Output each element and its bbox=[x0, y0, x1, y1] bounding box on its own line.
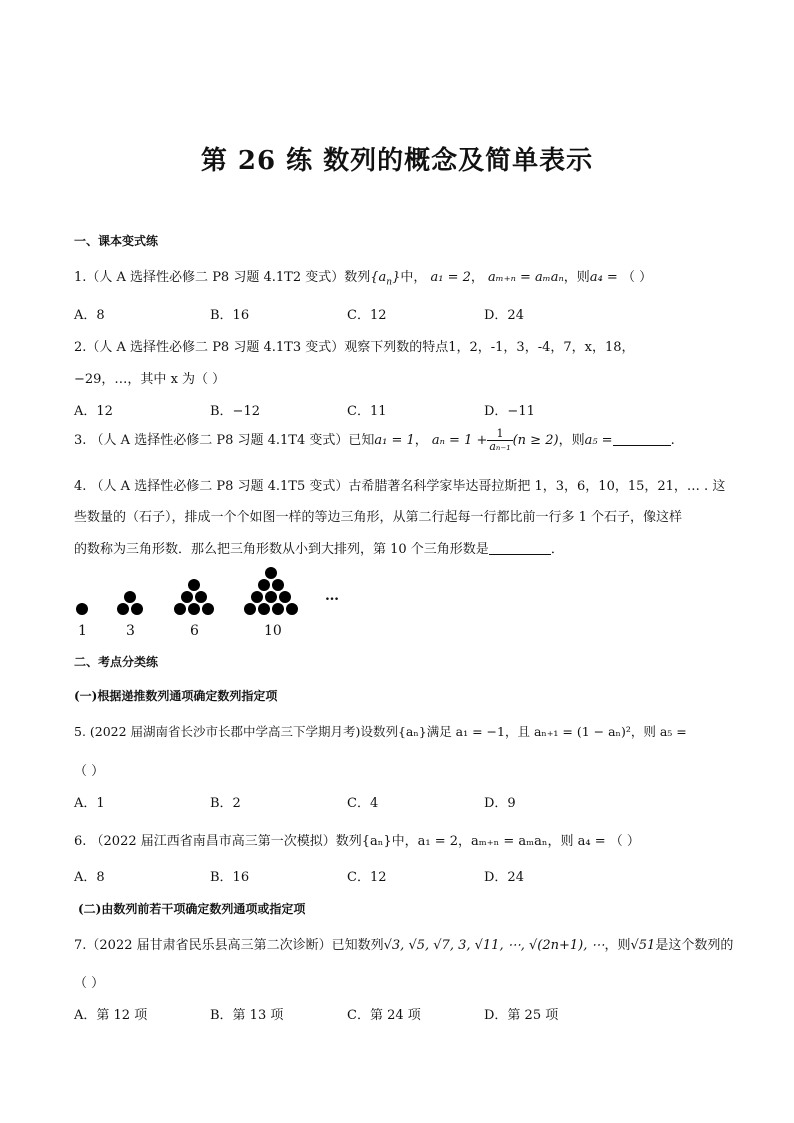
q3-fraction bbox=[487, 428, 512, 453]
q7-line2: （ ） bbox=[74, 976, 105, 991]
q5-option-d: D．9 bbox=[484, 796, 516, 811]
q3-cond2-pre: aₙ = 1 + bbox=[431, 433, 488, 448]
section-heading-2: 二、考点分类练 bbox=[74, 655, 159, 669]
question-3: 3. （人 A 选择性必修二 P8 习题 4.1T4 变式）已知a₁ = 1， aₙ = 1 + $\frac{1}{\text{aₙ₋₁}}$ (n ≥ 2)，则a₅ = . bbox=[74, 427, 675, 453]
q1-option-c: C．12 bbox=[347, 308, 387, 323]
q7-item: √51 bbox=[630, 938, 656, 953]
page-title: 第 26 练 数列的概念及简单表示 bbox=[200, 146, 594, 176]
figure-label-6: 6 bbox=[190, 623, 199, 639]
q1-option-a: A．8 bbox=[74, 308, 105, 323]
q1-prefix: 1.（人 A 选择性必修二 P8 习题 4.1T2 变式）数列 bbox=[74, 270, 371, 285]
q7-suffix: 是这个数列的 bbox=[655, 938, 734, 953]
stone bbox=[244, 603, 256, 615]
q7-option-a: A．第 12 项 bbox=[74, 1008, 148, 1023]
stone bbox=[76, 603, 88, 615]
q1-option-d: D．24 bbox=[484, 308, 524, 323]
section-heading-1: 一、课本变式练 bbox=[74, 234, 159, 248]
question-4-line3 bbox=[74, 538, 564, 557]
q3-prefix: 3. （人 A 选择性必修二 P8 习题 4.1T4 变式）已知 bbox=[74, 433, 375, 448]
q4-answer-blank bbox=[489, 542, 551, 555]
q1-ask: ，则 bbox=[563, 270, 590, 285]
q2-option-d: D．−11 bbox=[484, 404, 535, 419]
q4-line3-end: ． bbox=[550, 542, 564, 557]
q5-option-c: C．4 bbox=[347, 796, 379, 811]
figure-ellipsis: … bbox=[325, 588, 339, 604]
q6-option-b: B．16 bbox=[210, 870, 250, 885]
stone bbox=[202, 603, 214, 615]
q1-cond2: aₘ₊ₙ = aₘaₙ bbox=[488, 270, 564, 285]
figure-label-10: 10 bbox=[264, 623, 282, 639]
stone bbox=[265, 591, 277, 603]
stone bbox=[188, 603, 200, 615]
stone bbox=[251, 591, 263, 603]
figure-label-1: 1 bbox=[78, 623, 87, 639]
q1-sequence-symbol: $\{a_n\}$ bbox=[370, 270, 401, 288]
q7-option-b: B．第 13 项 bbox=[210, 1008, 284, 1023]
q5-line1: 5. (2022 届湖南省长沙市长郡中学高三下学期月考)设数列{aₙ}满足 a₁ = −1，且 aₙ₊₁ = (1 − aₙ)²，则 a₅ = bbox=[74, 724, 687, 739]
q3-frac-den: aₙ₋₁ bbox=[489, 440, 511, 453]
q2-option-b: B．−12 bbox=[210, 404, 260, 419]
stone bbox=[174, 603, 186, 615]
q3-frac-num: 1 bbox=[487, 428, 512, 441]
q2-line1: 2.（人 A 选择性必修二 P8 习题 4.1T3 变式）观察下列数的特点1，2，-1，3，-4，7，x，18， bbox=[74, 340, 635, 355]
question-7 bbox=[74, 934, 733, 953]
stone bbox=[195, 591, 207, 603]
stone bbox=[286, 603, 298, 615]
q6-option-a: A．8 bbox=[74, 870, 105, 885]
stone bbox=[258, 603, 270, 615]
stone bbox=[272, 579, 284, 591]
q3-target: a₅ = bbox=[584, 433, 613, 448]
triangular-numbers-figure bbox=[70, 562, 350, 622]
stone bbox=[265, 567, 277, 579]
q4-line3: 的数称为三角形数．那么把三角形数从小到大排列，第 10 个三角形数是 bbox=[74, 542, 489, 557]
stone bbox=[188, 579, 200, 591]
q2-option-a: A．12 bbox=[74, 404, 113, 419]
q1-cond1: a₁ = 2 bbox=[430, 270, 471, 285]
q6-option-d: D．24 bbox=[484, 870, 524, 885]
q7-mid: ，则 bbox=[604, 938, 631, 953]
q6-line1: 6. （2022 届江西省南昌市高三第一次模拟）数列{aₙ}中，a₁ = 2，aₘ₊ₙ = aₘaₙ，则 a₄ = （ ） bbox=[74, 834, 640, 849]
subsection-heading-2: (二)由数列前若干项确定数列通项或指定项 bbox=[78, 902, 306, 916]
subsection-heading-1: (一)根据递推数列通项确定数列指定项 bbox=[74, 689, 278, 703]
q7-prefix: 7.（2022 届甘肃省民乐县高三第二次诊断）已知数列 bbox=[74, 938, 384, 953]
q3-answer-blank bbox=[613, 433, 671, 446]
q5-line2: （ ） bbox=[74, 764, 105, 779]
q2-line2: −29，…，其中 x 为（ ） bbox=[74, 372, 226, 387]
q6-option-c: C．12 bbox=[347, 870, 387, 885]
q3-ask: ，则 bbox=[558, 433, 585, 448]
stone bbox=[279, 591, 291, 603]
q7-option-c: C．第 24 项 bbox=[347, 1008, 421, 1023]
q1-mid: 中， bbox=[400, 270, 427, 285]
q4-line2: 些数量的（石子），排成一个个如图一样的等边三角形，从第二行起每一行都比前一行多 1 个石子，像这样 bbox=[74, 510, 683, 525]
stone bbox=[124, 591, 136, 603]
q3-end: . bbox=[670, 433, 675, 448]
q5-option-a: A．1 bbox=[74, 796, 105, 811]
q1-paren: （ ） bbox=[621, 270, 653, 285]
q3-cond2-post: (n ≥ 2) bbox=[512, 433, 559, 448]
stone bbox=[181, 591, 193, 603]
q7-sequence: √3, √5, √7, 3, √11, ⋯, √(2n+1), ⋯ bbox=[383, 938, 605, 953]
question-1: 1.（人 A 选择性必修二 P8 习题 4.1T2 变式）数列$\{a_n\}$中， a₁ = 2， aₘ₊ₙ = aₘaₙ，则a₄ = （ ） bbox=[74, 270, 653, 288]
q2-option-c: C．11 bbox=[347, 404, 387, 419]
q7-option-d: D．第 25 项 bbox=[484, 1008, 559, 1023]
stone bbox=[131, 603, 143, 615]
q3-cond1: a₁ = 1 bbox=[374, 433, 415, 448]
stone bbox=[258, 579, 270, 591]
stone bbox=[117, 603, 129, 615]
stone bbox=[272, 603, 284, 615]
q4-line1: 4. （人 A 选择性必修二 P8 习题 4.1T5 变式）古希腊著名科学家毕达哥拉斯把 1，3，6，10，15，21，… . 这 bbox=[74, 479, 726, 494]
figure-label-3: 3 bbox=[126, 623, 135, 639]
q5-option-b: B．2 bbox=[210, 796, 241, 811]
q1-option-b: B．16 bbox=[210, 308, 250, 323]
q1-target: a₄ = bbox=[589, 270, 618, 285]
